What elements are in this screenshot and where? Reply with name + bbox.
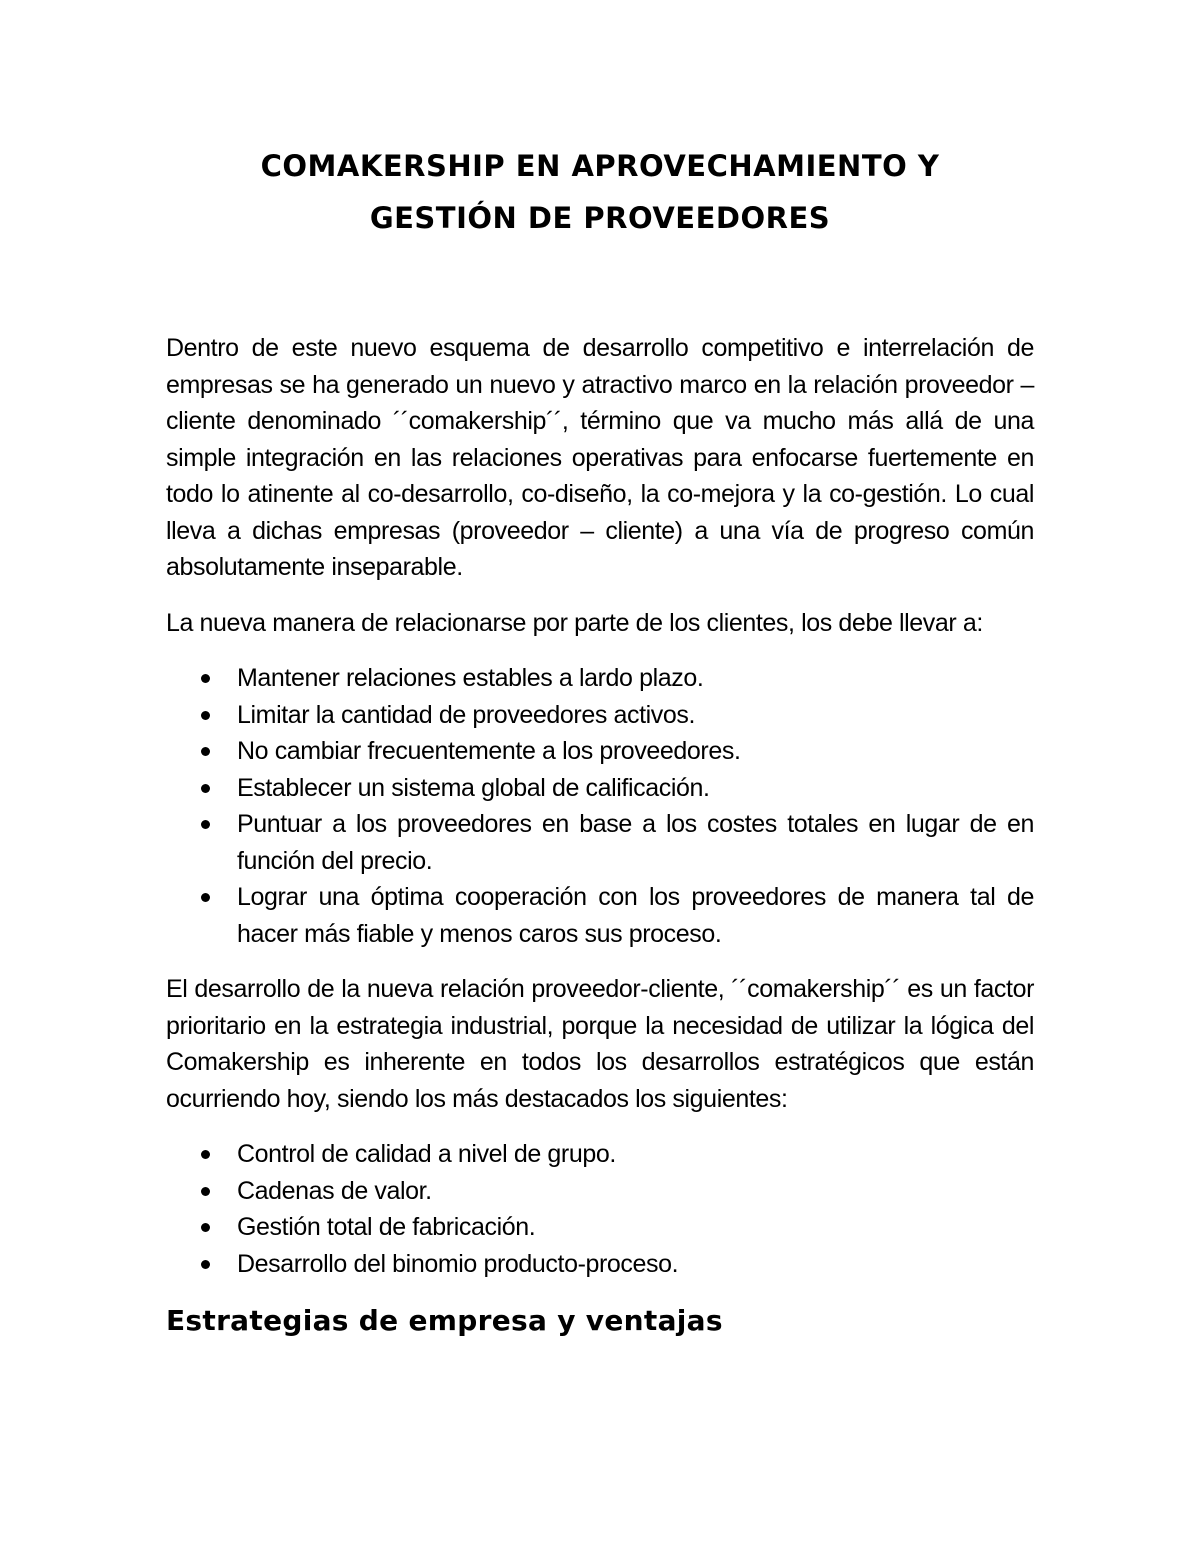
list-item [166, 770, 1034, 807]
list-item-text: Establecer un sistema global de calificación. [237, 773, 710, 802]
bullet-icon [201, 820, 210, 829]
list-item [166, 1136, 1034, 1173]
list-item [166, 697, 1034, 734]
list-item-text: Lograr una óptima cooperación con los proveedores de manera tal de hacer más fiable y menos caros sus proceso. [237, 883, 1034, 948]
section-heading: Estrategias de empresa y ventajas [166, 1304, 723, 1337]
list-item-text: Control de calidad a nivel de grupo. [237, 1140, 616, 1168]
strategic-developments-list [166, 1136, 1034, 1282]
list-item [166, 1209, 1034, 1246]
list-item [166, 1173, 1034, 1210]
title-line-2: GESTIÓN DE PROVEEDORES [369, 201, 831, 235]
bullet-icon [201, 674, 210, 683]
list-item-text: Gestión total de fabricación. [237, 1213, 536, 1241]
list-item-text: Puntuar a los proveedores en base a los costes totales en lugar de en función del precio. [237, 810, 1034, 875]
title-line-1: COMAKERSHIP EN APROVECHAMIENTO Y [260, 149, 940, 183]
list-item [166, 733, 1034, 770]
development-paragraph: El desarrollo de la nueva relación proveedor-cliente, ´´comakership´´ es un factor prioritario en la estrategia industrial, porque la necesidad de utilizar la lógica del Comakership es inherente en todos los desarrollos estratégicos que están ocurriendo hoy, siendo los más destacados los siguientes: [166, 975, 1034, 1113]
client-actions-list [166, 660, 1034, 952]
list-item [166, 806, 1034, 879]
bullet-icon [201, 893, 210, 902]
bullet-icon [201, 784, 210, 793]
bullet-icon [201, 711, 210, 720]
list-item-text: Desarrollo del binomio producto-proceso. [237, 1249, 679, 1278]
list-item [166, 1246, 1034, 1283]
list-item [166, 660, 1034, 697]
document-body [166, 330, 1034, 1341]
intro-paragraph: Dentro de este nuevo esquema de desarrollo competitivo e interrelación de empresas se ha generado un nuevo y atractivo marco en la relación proveedor – cliente denominado ´´comakership´´, término que va mucho más allá de una simple integración en las relaciones operativas para enfocarse fuertemente en todo lo atinente al co-desarrollo, co-diseño, la co-mejora y la co-gestión. Lo cual lleva a dichas empresas (proveedor – cliente) a una vía de progreso común absolutamente inseparable. [166, 334, 1034, 581]
bullet-icon [201, 1150, 210, 1159]
bullet-icon [201, 1223, 210, 1232]
bullet-icon [201, 1187, 210, 1196]
bullet-icon [201, 1260, 210, 1269]
clients-paragraph: La nueva manera de relacionarse por parte de los clientes, los debe llevar a: [166, 608, 983, 637]
list-item-text: No cambiar frecuentemente a los proveedores. [237, 737, 741, 765]
list-item-text: Mantener relaciones estables a lardo plazo. [237, 664, 704, 692]
list-item-text: Cadenas de valor. [237, 1176, 432, 1205]
document-title [150, 140, 1050, 244]
bullet-icon [201, 747, 210, 756]
list-item-text: Limitar la cantidad de proveedores activos. [237, 700, 696, 729]
list-item [166, 879, 1034, 952]
